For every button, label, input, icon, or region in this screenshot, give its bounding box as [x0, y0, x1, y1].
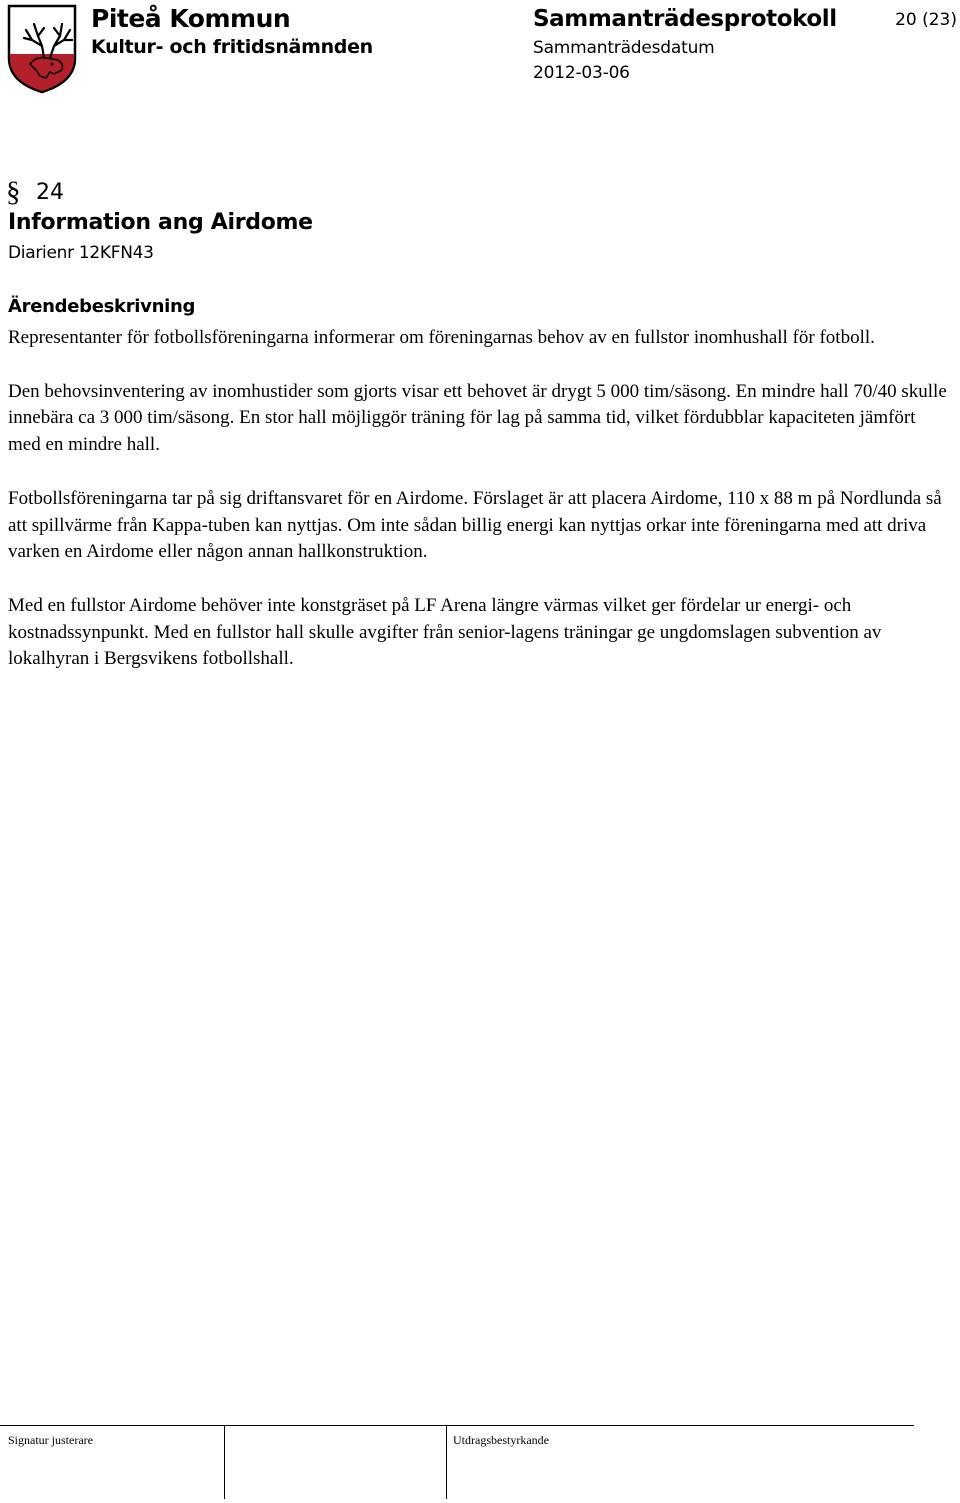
paragraph: Fotbollsföreningarna tar på sig driftansvaret för en Airdome. Förslaget är att placera Airdome, 110 x 88 m på Nordlunda så att spillvärme från Kappa-tuben kan nyttjas. Om inte sådan billig energi kan nyttjas orkar inte föreningarna med att driva varken en Airdome eller någon annan hallkonstruktion.	[8, 487, 942, 563]
page-number: 20 (23)	[895, 10, 957, 30]
diarienr: Diarienr 12KFN43	[8, 243, 154, 263]
department-name: Kultur- och fritidsnämnden	[91, 36, 373, 58]
footer-column-divider	[224, 1425, 225, 1499]
section-number: 24	[36, 180, 64, 205]
document-type: Sammanträdesprotokoll	[533, 6, 837, 32]
footer-column-divider	[446, 1425, 447, 1499]
org-name: Piteå Kommun	[91, 4, 291, 33]
footer-divider	[0, 1425, 914, 1426]
signature-label: Signatur justerare	[8, 1433, 93, 1447]
paragraph-symbol: §	[6, 176, 21, 208]
meeting-date: 2012-03-06	[533, 63, 630, 83]
paragraph: Den behovsinventering av inomhustider som gjorts visar ett behovet är drygt 5 000 tim/säsong. En mindre hall 70/40 skulle innebära ca 3 000 tim/säsong. En stor hall möjliggör träning för lag på samma tid, vilket fördubblar kapaciteten jämfört med en mindre hall.	[8, 380, 947, 456]
body-text	[8, 325, 948, 700]
logo	[6, 2, 78, 94]
paragraph: Med en fullstor Airdome behöver inte konstgräset på LF Arena längre värmas vilket ger fördelar ur energi- och kostnadssynpunkt. Med en fullstor hall skulle avgifter från senior-lagens träningar ge ungdomslagen subvention av lokalhyran i Bergsvikens fotbollshall.	[8, 594, 882, 670]
reindeer-shield-icon	[6, 2, 78, 94]
certification-label: Utdragsbestyrkande	[453, 1433, 549, 1447]
meeting-date-label: Sammanträdesdatum	[533, 38, 715, 58]
subheading: Ärendebeskrivning	[8, 296, 196, 317]
paragraph: Representanter för fotbollsföreningarna informerar om föreningarnas behov av en fullstor inomhushall för fotboll.	[8, 327, 875, 348]
section-title: Information ang Airdome	[8, 210, 313, 235]
